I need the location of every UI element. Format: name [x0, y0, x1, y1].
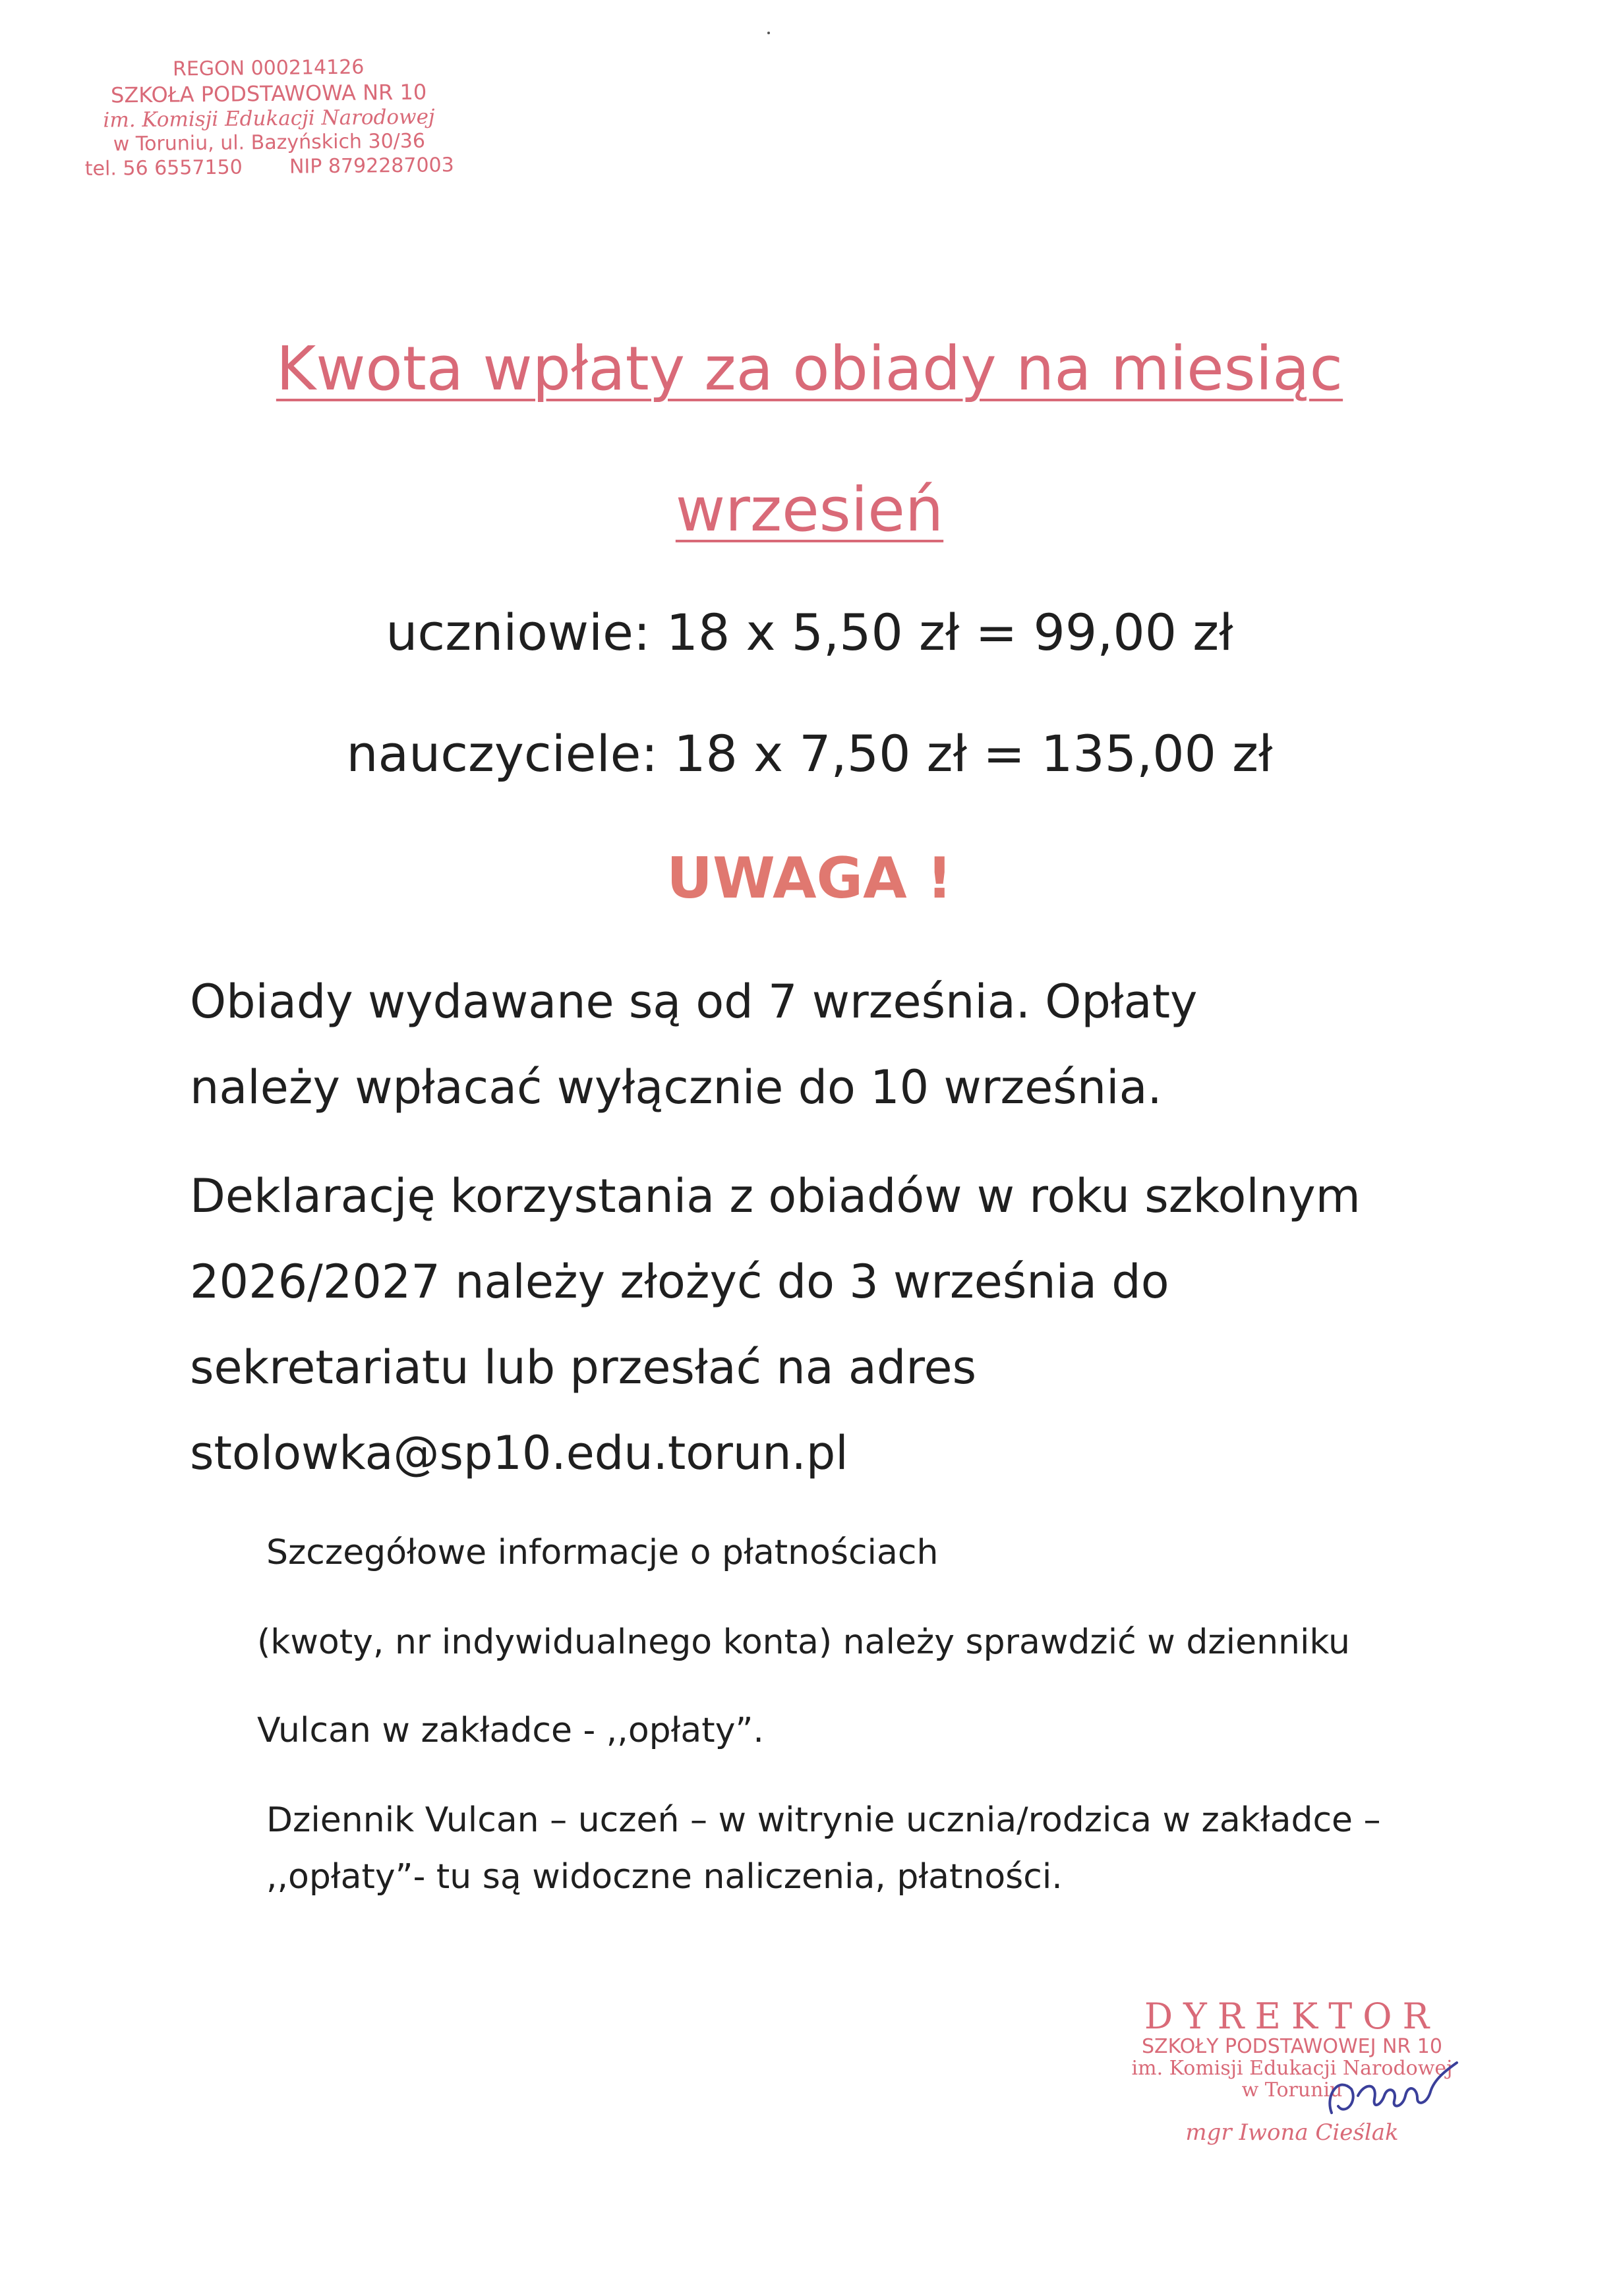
title-line-1: Kwota wpłaty za obiady na miesiąc — [276, 333, 1343, 404]
director-stamp-patron: im. Komisji Edukacji Narodowej — [1131, 2057, 1453, 2081]
stamp-tel: tel. 56 6557150 — [84, 156, 243, 181]
notice-paragraph-2 — [190, 1153, 1508, 1496]
details-line-2: (kwoty, nr indywidualnego konta) należy sprawdzić w dzienniku — [257, 1622, 1350, 1662]
stamp-regon: REGON 000214126 — [172, 55, 365, 81]
title-line-2: wrzesień — [675, 474, 944, 545]
price-teachers: nauczyciele: 18 x 7,50 zł = 135,00 zł — [346, 724, 1273, 783]
notice-heading: UWAGA ! — [666, 846, 953, 911]
stamp-nip: NIP 8792287003 — [289, 154, 454, 179]
paragraph-line: 2026/2027 należy złożyć do 3 września do — [190, 1255, 1169, 1309]
scan-speck — [767, 32, 770, 34]
paragraph-line: należy wpłacać wyłącznie do 10 września. — [190, 1060, 1162, 1114]
stamp-address: w Toruniu, ul. Bazyńskich 30/36 — [113, 129, 426, 156]
notice-paragraph-1 — [190, 959, 1508, 1130]
paragraph-line: sekretariatu lub przesłać na adres — [190, 1340, 977, 1394]
paragraph-line: Deklarację korzystania z obiadów w roku szkolnym — [190, 1169, 1361, 1223]
director-name: mgr Iwona Cieślak — [1185, 2119, 1399, 2146]
details-line-3: Vulcan w zakładce - ,,opłaty”. — [257, 1711, 764, 1750]
director-stamp-city: w Toruniu — [1241, 2079, 1343, 2102]
stamp-school-name: SZKOŁA PODSTAWOWA NR 10 — [110, 79, 427, 108]
details-line-5: ,,opłaty”- tu są widoczne naliczenia, płatności. — [266, 1857, 1063, 1897]
price-students: uczniowie: 18 x 5,50 zł = 99,00 zł — [386, 603, 1233, 662]
email-address: stolowka@sp10.edu.torun.pl — [190, 1426, 848, 1480]
signature-icon — [1318, 2050, 1477, 2129]
director-stamp-school: SZKOŁY PODSTAWOWEJ NR 10 — [1142, 2035, 1442, 2059]
details-line-1: Szczegółowe informacje o płatnościach — [266, 1533, 939, 1572]
school-stamp — [84, 55, 454, 181]
stamp-contact-row — [85, 154, 454, 181]
director-stamp-title: DYREKTOR — [1144, 1995, 1440, 2037]
details-line-4: Dziennik Vulcan – uczeń – w witrynie ucznia/rodzica w zakładce – ,,opłaty”- tu są widoczne naliczenia, płatności. — [266, 1803, 1519, 1894]
stamp-patron: im. Komisji Edukacji Narodowej — [103, 104, 435, 132]
paragraph-line: Obiady wydawane są od 7 września. Opłaty — [190, 975, 1198, 1029]
